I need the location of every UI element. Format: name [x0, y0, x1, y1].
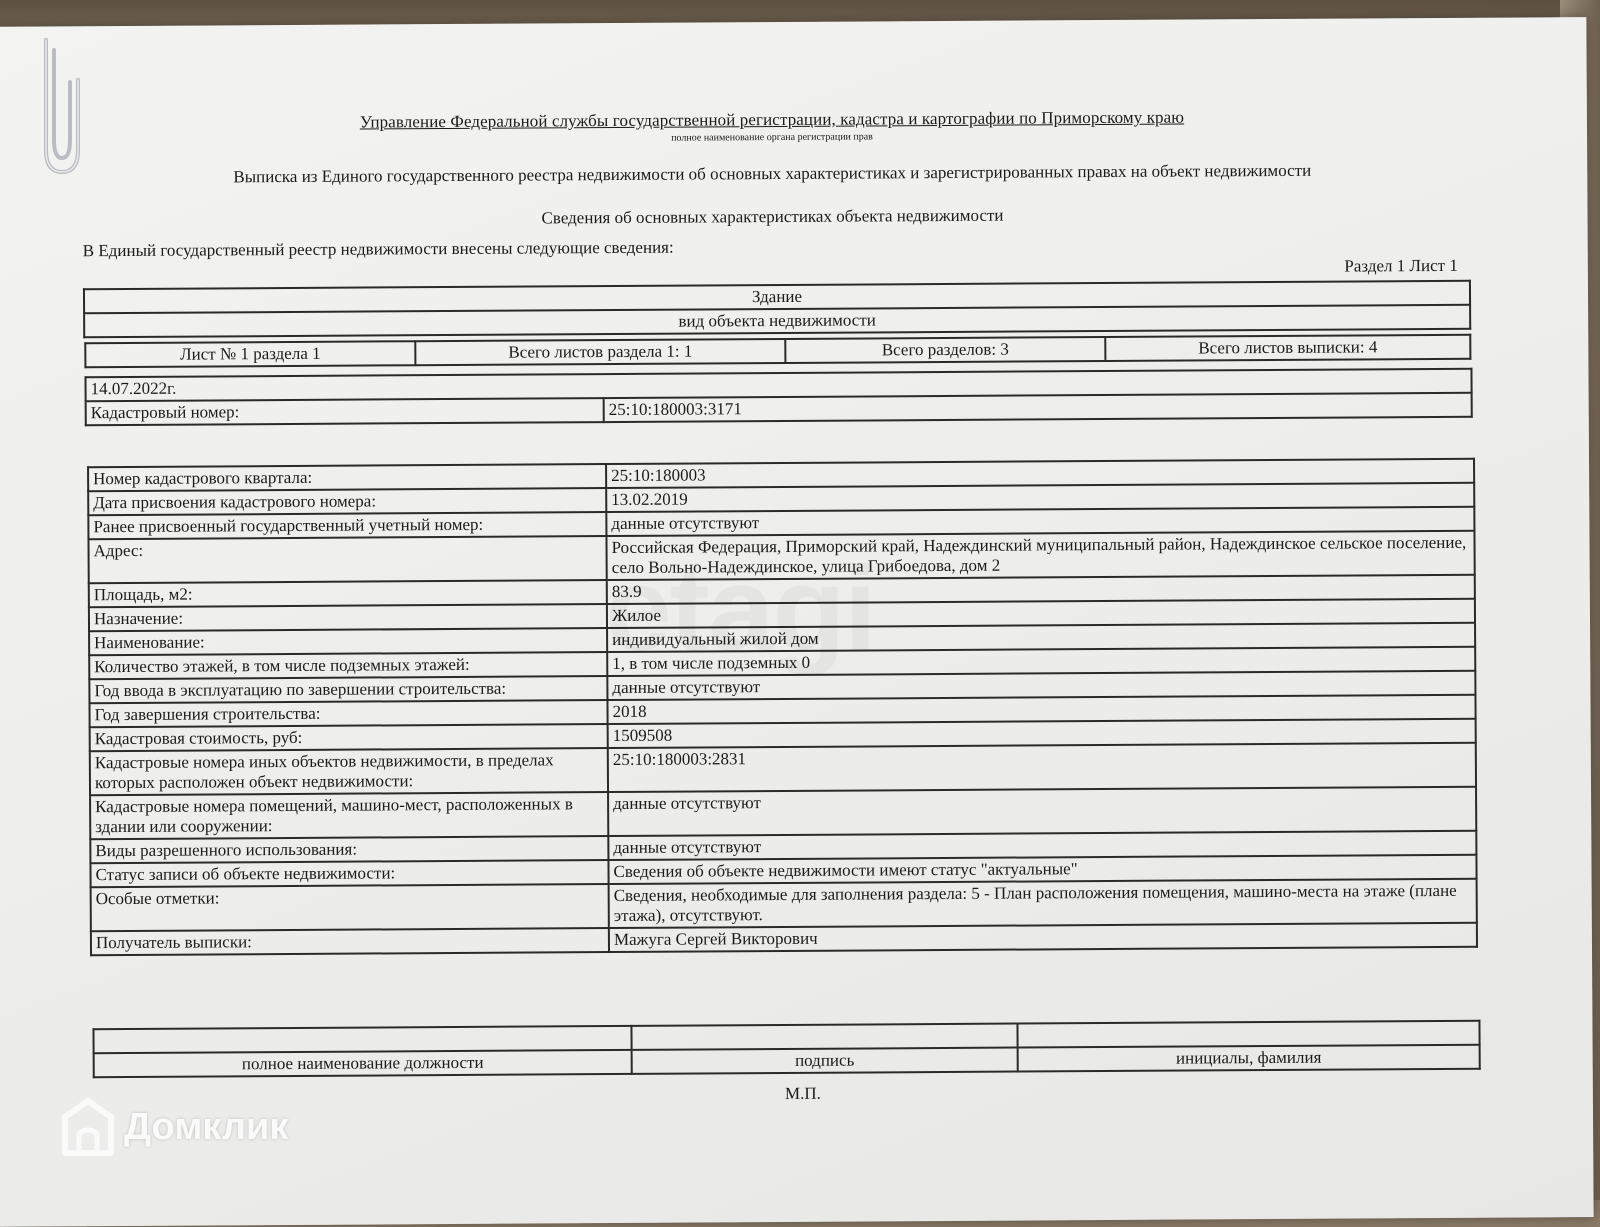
- signature-blank-name: [1017, 1021, 1479, 1048]
- sheets-in-section: Всего листов раздела 1: 1: [415, 339, 785, 365]
- signature-name-label: инициалы, фамилия: [1018, 1045, 1480, 1072]
- row-key: Площадь, м2:: [89, 580, 607, 607]
- row-value: 25:10:180003:2831: [608, 743, 1476, 792]
- row-key: Наименование:: [89, 628, 607, 655]
- row-key: Количество этажей, в том числе подземных этажей:: [89, 652, 607, 679]
- domclick-brand: Домклик: [124, 1105, 289, 1148]
- row-key: Кадастровые номера иных объектов недвижимости, в пределах которых расположен объект недвижимости:: [90, 748, 608, 795]
- row-value: Сведения, необходимые для заполнения раздела: 5 - План расположения помещения, машино-места на этаже (плане этажа), отсутствуют.: [609, 879, 1477, 928]
- row-key: Кадастровые номера помещений, машино-мест, расположенных в здании или сооружении:: [90, 792, 608, 839]
- date-cadastral-table: [84, 368, 1472, 426]
- authority-caption: полное наименование органа регистрации прав: [671, 131, 873, 144]
- sections-total: Всего разделов: 3: [785, 337, 1105, 363]
- row-key: Виды разрешенного использования:: [90, 836, 608, 863]
- object-type: Здание: [84, 281, 1470, 313]
- signature-sign-label: подпись: [632, 1048, 1018, 1074]
- characteristics-table: [87, 458, 1478, 956]
- row-value: Жилое: [607, 599, 1475, 628]
- row-key: Особые отметки:: [91, 884, 609, 931]
- issue-date: 14.07.2022г.: [85, 369, 1471, 401]
- row-value: Сведения об объекте недвижимости имеют статус "актуальные": [608, 855, 1476, 884]
- sheets-info-table: [84, 334, 1471, 368]
- stamp-place: М.П.: [784, 1083, 821, 1103]
- domclick-watermark: [62, 1098, 288, 1156]
- row-value: Мажуга Сергей Викторович: [609, 923, 1477, 952]
- row-value: Российская Федерация, Приморский край, Надеждинский муниципальный район, Надеждинское сельское поселение, село Вольно-Надеждинское, улица Грибоедова, дом 2: [606, 531, 1474, 580]
- section-title: Сведения об основных характеристиках объекта недвижимости: [541, 205, 1004, 228]
- cadastral-number-value: 25:10:180003:3171: [604, 393, 1472, 422]
- row-value: данные отсутствуют: [606, 507, 1474, 536]
- row-key: Год ввода в эксплуатацию по завершении строительства:: [89, 676, 607, 703]
- signature-blank-position: [93, 1026, 631, 1053]
- row-value: 1509508: [608, 719, 1476, 748]
- paperclip-icon: [38, 20, 84, 180]
- signature-position-label: полное наименование должности: [94, 1050, 632, 1077]
- intro-text: В Единый государственный реестр недвижимости внесены следующие сведения:: [82, 237, 674, 261]
- document-title: Выписка из Единого государственного реестра недвижимости об основных характеристиках и зарегистрированных правах на объект недвижимости: [233, 160, 1312, 187]
- row-value: 2018: [607, 695, 1475, 724]
- object-type-caption: вид объекта недвижимости: [84, 305, 1470, 337]
- row-value: 1, в том числе подземных 0: [607, 647, 1475, 676]
- row-value: данные отсутствуют: [608, 787, 1476, 836]
- row-key: Получатель выписки:: [91, 928, 609, 955]
- row-key: Кадастровая стоимость, руб:: [90, 724, 608, 751]
- row-value: 25:10:180003: [606, 459, 1474, 488]
- section-label: Раздел 1 Лист 1: [1344, 255, 1458, 276]
- row-value: 13.02.2019: [606, 483, 1474, 512]
- faint-watermark: [605, 540, 875, 678]
- sheet-number: Лист № 1 раздела 1: [85, 341, 415, 367]
- row-value: данные отсутствуют: [608, 831, 1476, 860]
- row-key: Назначение:: [89, 604, 607, 631]
- house-logo-icon: [62, 1098, 114, 1156]
- row-key: Статус записи об объекте недвижимости:: [90, 860, 608, 887]
- object-type-table: [83, 280, 1471, 338]
- row-key: Номер кадастрового квартала:: [88, 464, 606, 491]
- row-key: Адрес:: [88, 536, 606, 583]
- row-key: Год завершения строительства:: [89, 700, 607, 727]
- signature-table: [92, 1020, 1480, 1078]
- cadastral-number-label: Кадастровый номер:: [86, 398, 604, 425]
- row-key: Дата присвоения кадастрового номера:: [88, 488, 606, 515]
- authority-name: Управление Федеральной службы государственной регистрации, кадастра и картографии по Приморскому краю: [359, 107, 1185, 132]
- row-value: данные отсутствуют: [607, 671, 1475, 700]
- row-key: Ранее присвоенный государственный учетный номер:: [88, 512, 606, 539]
- row-value: индивидуальный жилой дом: [607, 623, 1475, 652]
- signature-blank-sign: [631, 1024, 1017, 1050]
- sheets-total: Всего листов выписки: 4: [1105, 335, 1470, 361]
- row-value: 83.9: [607, 575, 1475, 604]
